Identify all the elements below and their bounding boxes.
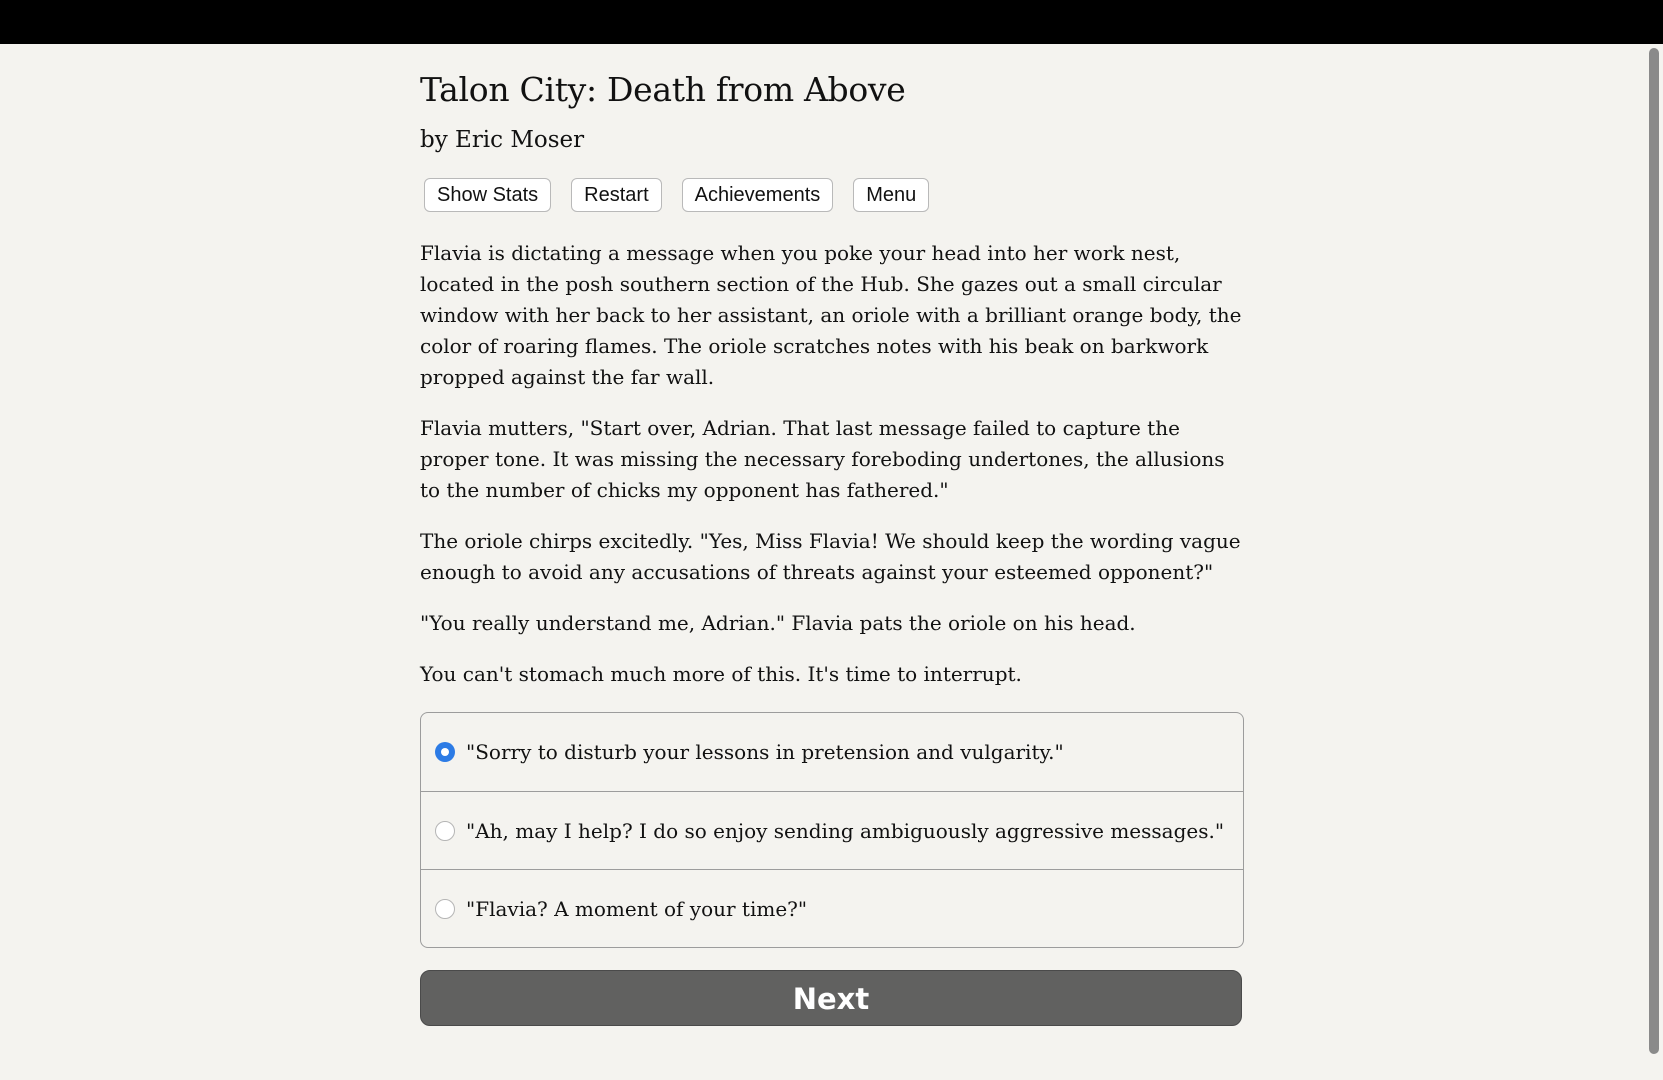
choice-list bbox=[420, 712, 1244, 948]
game-title: Talon City: Death from Above bbox=[420, 70, 906, 109]
radio-button[interactable] bbox=[435, 899, 455, 919]
toolbar bbox=[420, 178, 1244, 214]
vertical-scrollbar[interactable] bbox=[1645, 44, 1663, 1080]
story-paragraph: Flavia is dictating a message when you poke your head into her work nest, located in the posh southern section of the Hub. She gazes out a small circular window with her back to her assistant, an oriole with a brilliant orange body, the color of roaring flames. The oriole scratches notes with his beak on barkwork propped against the far wall. bbox=[420, 241, 1242, 389]
choice-label: "Ah, may I help? I do so enjoy sending ambiguously aggressive messages." bbox=[466, 818, 1225, 843]
restart-button[interactable]: Restart bbox=[571, 178, 661, 212]
story-text bbox=[420, 238, 1244, 690]
choice-label: "Sorry to disturb your lessons in pretension and vulgarity." bbox=[466, 740, 1064, 764]
choice-option-1[interactable] bbox=[421, 713, 1243, 791]
story-paragraph: You can't stomach much more of this. It's time to interrupt. bbox=[420, 662, 1022, 686]
show-stats-button[interactable]: Show Stats bbox=[424, 178, 551, 212]
story-paragraph: "You really understand me, Adrian." Flavia pats the oriole on his head. bbox=[420, 611, 1136, 635]
choice-option-2[interactable] bbox=[421, 791, 1243, 869]
story-paragraph: Flavia mutters, "Start over, Adrian. That last message failed to capture the proper tone. It was missing the necessary foreboding undertones, the allusions to the number of chicks my opponent has fathered." bbox=[420, 416, 1225, 502]
radio-button[interactable] bbox=[435, 821, 455, 841]
story-paragraph: The oriole chirps excitedly. "Yes, Miss Flavia! We should keep the wording vague enough to avoid any accusations of threats against your esteemed opponent?" bbox=[420, 529, 1241, 584]
radio-button-selected[interactable] bbox=[435, 742, 455, 762]
choice-option-3[interactable] bbox=[421, 869, 1243, 947]
choice-label: "Flavia? A moment of your time?" bbox=[466, 896, 808, 921]
menu-button[interactable]: Menu bbox=[853, 178, 929, 212]
achievements-button[interactable]: Achievements bbox=[682, 178, 834, 212]
window-top-bar bbox=[0, 0, 1663, 44]
game-author: by Eric Moser bbox=[420, 127, 585, 153]
scrollbar-thumb[interactable] bbox=[1649, 48, 1659, 1054]
game-content bbox=[420, 44, 1244, 1026]
next-button[interactable]: Next bbox=[420, 970, 1242, 1026]
